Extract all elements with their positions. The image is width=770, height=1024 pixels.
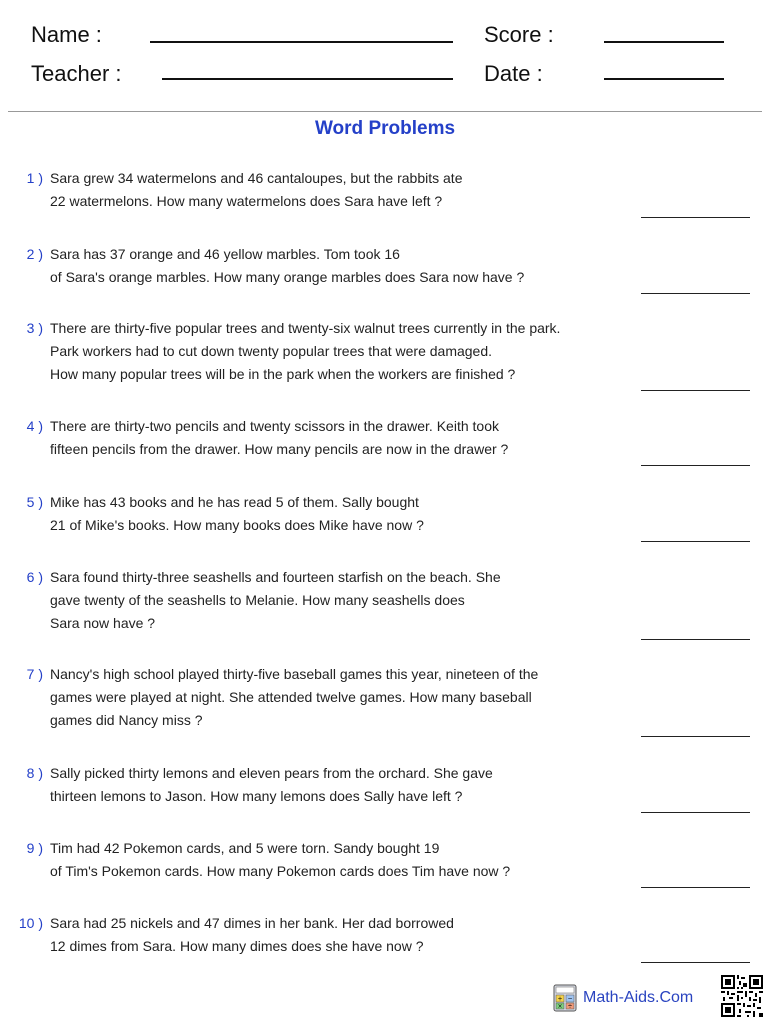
- problem-text: [50, 317, 630, 386]
- problem-line: of Tim's Pokemon cards. How many Pokemon cards does Tim have now ?: [50, 863, 511, 879]
- problem-number: 4 ): [26, 418, 43, 434]
- answer-blank[interactable]: [641, 293, 750, 294]
- problem-line: How many popular trees will be in the park when the workers are finished ?: [50, 366, 516, 382]
- problem-line: Sara now have ?: [50, 615, 156, 631]
- problem-line: Mike has 43 books and he has read 5 of them. Sally bought: [50, 494, 419, 510]
- page-title: Word Problems: [314, 118, 456, 139]
- problem-line: There are thirty-five popular trees and twenty-six walnut trees currently in the park.: [50, 320, 561, 336]
- problem-line: Sara has 37 orange and 46 yellow marbles. Tom took 16: [50, 246, 400, 262]
- problem-text: [50, 837, 630, 883]
- problem-text: [50, 167, 630, 213]
- problem-line: Park workers had to cut down twenty popular trees that were damaged.: [50, 343, 493, 359]
- score-label: Score :: [484, 22, 554, 47]
- problem-number: 2 ): [26, 246, 43, 262]
- problem-text: [50, 912, 630, 958]
- problem-number: 10 ): [18, 915, 43, 931]
- problem-line: Sara had 25 nickels and 47 dimes in her bank. Her dad borrowed: [50, 915, 454, 931]
- problem-number: 7 ): [26, 666, 43, 682]
- footer-brand: [553, 984, 693, 1012]
- problem-text: [50, 663, 630, 732]
- answer-blank[interactable]: [641, 887, 750, 888]
- problem-line: fifteen pencils from the drawer. How many pencils are now in the drawer ?: [50, 441, 509, 457]
- name-field[interactable]: [150, 41, 453, 43]
- problem-line: of Sara's orange marbles. How many orange marbles does Sara now have ?: [50, 269, 525, 285]
- problem-line: thirteen lemons to Jason. How many lemons does Sally have left ?: [50, 788, 463, 804]
- name-label: Name :: [31, 22, 102, 47]
- problem-line: 12 dimes from Sara. How many dimes does she have now ?: [50, 938, 424, 954]
- problem-text: [50, 762, 630, 808]
- problem-number: 1 ): [26, 170, 43, 186]
- answer-blank[interactable]: [641, 736, 750, 737]
- problem-line: Tim had 42 Pokemon cards, and 5 were torn. Sandy bought 19: [50, 840, 440, 856]
- answer-blank[interactable]: [641, 639, 750, 640]
- problem-line: games were played at night. She attended twelve games. How many baseball: [50, 689, 532, 705]
- problem-line: games did Nancy miss ?: [50, 712, 203, 728]
- problem-line: There are thirty-two pencils and twenty scissors in the drawer. Keith took: [50, 418, 499, 434]
- calculator-icon: [553, 984, 577, 1012]
- problem-text: [50, 243, 630, 289]
- problem-line: 21 of Mike's books. How many books does Mike have now ?: [50, 517, 424, 533]
- teacher-field[interactable]: [162, 78, 453, 80]
- brand-link[interactable]: Math-Aids.Com: [583, 989, 694, 1006]
- problem-line: Sara found thirty-three seashells and fourteen starfish on the beach. She: [50, 569, 501, 585]
- answer-blank[interactable]: [641, 465, 750, 466]
- problem-line: 22 watermelons. How many watermelons does Sara have left ?: [50, 193, 443, 209]
- problem-text: [50, 415, 630, 461]
- problem-line: gave twenty of the seashells to Melanie. How many seashells does: [50, 592, 465, 608]
- answer-blank[interactable]: [641, 962, 750, 963]
- problem-number: 9 ): [26, 840, 43, 856]
- answer-blank[interactable]: [641, 541, 750, 542]
- answer-blank[interactable]: [641, 390, 750, 391]
- problem-line: Sara grew 34 watermelons and 46 cantaloupes, but the rabbits ate: [50, 170, 463, 186]
- teacher-label: Teacher :: [31, 61, 122, 86]
- problem-number: 5 ): [26, 494, 43, 510]
- problem-line: Sally picked thirty lemons and eleven pears from the orchard. She gave: [50, 765, 493, 781]
- date-field[interactable]: [604, 78, 724, 80]
- problem-text: [50, 491, 630, 537]
- date-label: Date :: [484, 61, 543, 86]
- answer-blank[interactable]: [641, 812, 750, 813]
- svg-text:÷: ÷: [567, 1003, 573, 1010]
- problem-text: [50, 566, 630, 635]
- problem-line: Nancy's high school played thirty-five baseball games this year, nineteen of the: [50, 666, 539, 682]
- qr-code-icon: [721, 975, 763, 1017]
- answer-blank[interactable]: [641, 217, 750, 218]
- problem-number: 3 ): [26, 320, 43, 336]
- svg-text:−: −: [567, 995, 573, 1003]
- svg-text:×: ×: [557, 1003, 563, 1010]
- header-divider: [8, 111, 762, 112]
- problem-number: 6 ): [26, 569, 43, 585]
- problem-number: 8 ): [26, 765, 43, 781]
- score-field[interactable]: [604, 41, 724, 43]
- svg-text:+: +: [557, 995, 563, 1003]
